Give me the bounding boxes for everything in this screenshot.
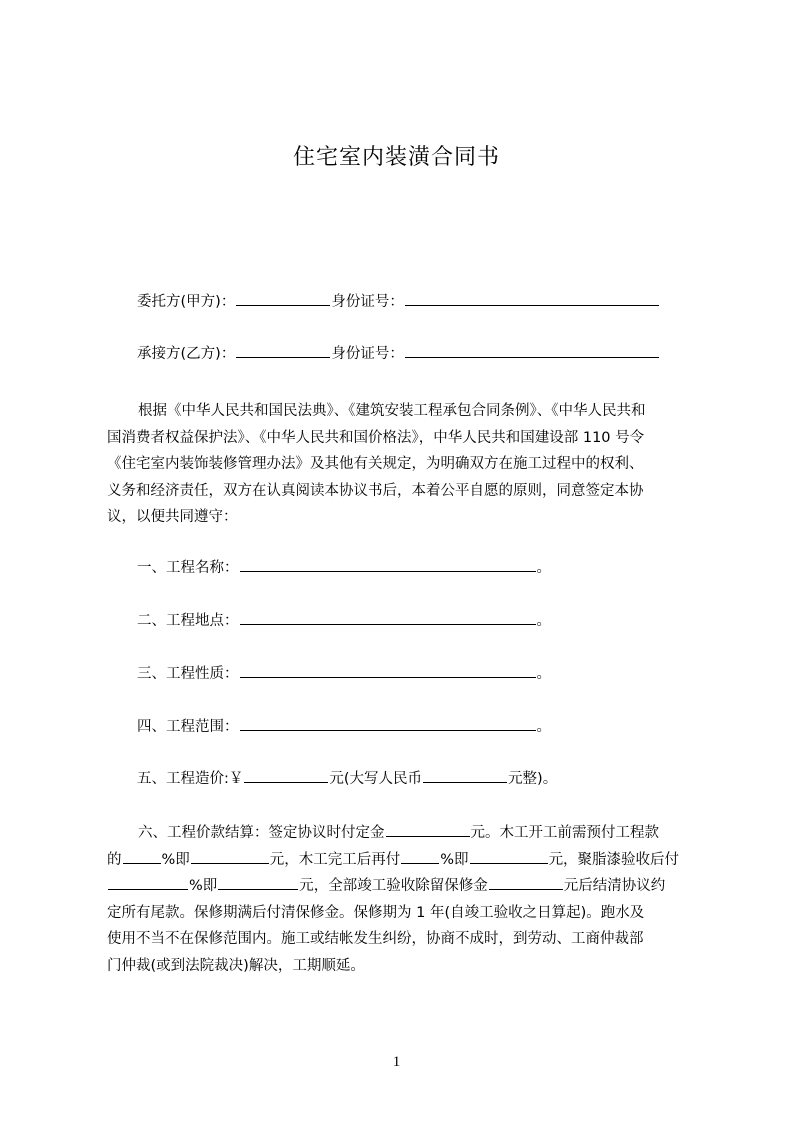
clause-label: 一、工程名称：	[137, 560, 239, 576]
party-b-id-field[interactable]	[405, 343, 659, 358]
payment-row	[107, 847, 727, 874]
payment-row: 定所有尾款。保修期满后付清保修金。保修期为 1 年(自竣工验收之日算起)。跑水及	[107, 904, 645, 921]
party-a-name-field[interactable]	[236, 291, 330, 306]
payment-row: 门仲裁(或到法院裁决)解决，工期顺延。	[107, 957, 365, 974]
preamble-row: 义务和经济责任，双方在认真阅读本协议书后，本着公平自愿的原则，同意签定本协	[107, 482, 644, 499]
end-mark: 。	[536, 560, 551, 576]
clause-label: 三、工程性质：	[137, 666, 239, 682]
payment-text: %即	[440, 851, 469, 868]
clause-project-scope	[137, 715, 551, 739]
end-mark: 。	[536, 613, 551, 629]
party-a-id-label: 身份证号：	[331, 294, 404, 310]
party-b-name-field[interactable]	[236, 343, 330, 358]
party-a-id-field[interactable]	[405, 291, 659, 306]
preamble-row: 议，以便共同遵守：	[107, 509, 238, 525]
project-nature-field[interactable]	[240, 663, 536, 678]
clause-project-nature	[137, 662, 551, 686]
project-location-field[interactable]	[240, 610, 536, 625]
clause-project-name	[137, 556, 551, 580]
payment-text: 元，全部竣工验收除留保修金	[299, 878, 488, 894]
payment-text: 六、工程价款结算：签定协议时付定金	[138, 825, 385, 841]
cost-uppercase-label: 元(大写人民币	[329, 771, 423, 787]
deposit-field[interactable]	[386, 822, 470, 837]
prepay-percent-field[interactable]	[123, 849, 161, 864]
payment-text: 的	[107, 851, 122, 868]
clause-label: 二、工程地点：	[137, 613, 239, 629]
page-number: 1	[392, 1054, 401, 1070]
party-a-line	[137, 290, 660, 314]
payment-row	[107, 820, 727, 847]
payment-text: %即	[161, 851, 190, 868]
clause-project-location	[137, 609, 551, 633]
project-name-field[interactable]	[240, 557, 536, 572]
payment-text: 元，聚脂漆验收后付	[548, 851, 680, 868]
prepay-amount-field[interactable]	[191, 849, 269, 864]
payment-text: 元，木工完工后再付	[269, 851, 401, 868]
second-percent-field[interactable]	[401, 849, 439, 864]
payment-text: 元。木工开工前需预付工程款	[470, 825, 659, 841]
payment-text: %即	[189, 878, 218, 894]
payment-row: 使用不当不在保修范围内。施工或结帐发生纠纷，协商不成时，到劳动、工商仲裁部	[107, 931, 644, 947]
third-amount-field[interactable]	[218, 875, 298, 890]
payment-row	[107, 873, 727, 900]
warranty-deposit-field[interactable]	[489, 875, 563, 890]
party-b-line	[137, 342, 660, 366]
preamble-row: 根据《中华人民共和国民法典》、《建筑安装工程承包合同条例》、《中华人民共和	[138, 403, 646, 419]
payment-text: 元后结清协议约	[563, 878, 666, 894]
party-a-label: 委托方(甲方)：	[137, 294, 236, 310]
party-b-label: 承接方(乙方)：	[137, 346, 236, 362]
preamble-row: 《住宅室内装饰装修管理办法》及其他有关规定，为明确双方在施工过程中的权利、	[107, 456, 644, 472]
clause-project-cost	[137, 767, 557, 791]
clause-label: 五、工程造价:￥	[137, 771, 244, 787]
preamble-row: 国消费者权益保护法》、《中华人民共和国价格法》，中华人民共和国建设部 110 号令	[107, 429, 645, 446]
document-title: 住宅室内装潢合同书	[292, 145, 500, 170]
cost-uppercase-field[interactable]	[423, 768, 507, 783]
end-mark: 。	[536, 666, 551, 682]
project-scope-field[interactable]	[240, 716, 536, 731]
cost-amount-field[interactable]	[244, 768, 328, 783]
preamble-paragraph	[107, 398, 717, 531]
third-percent-field[interactable]	[108, 875, 188, 890]
party-b-id-label: 身份证号：	[331, 346, 404, 362]
clause-label: 四、工程范围：	[137, 719, 239, 735]
cost-end-label: 元整)。	[508, 771, 558, 787]
second-amount-field[interactable]	[470, 849, 548, 864]
end-mark: 。	[536, 719, 551, 735]
payment-paragraph	[107, 820, 727, 979]
